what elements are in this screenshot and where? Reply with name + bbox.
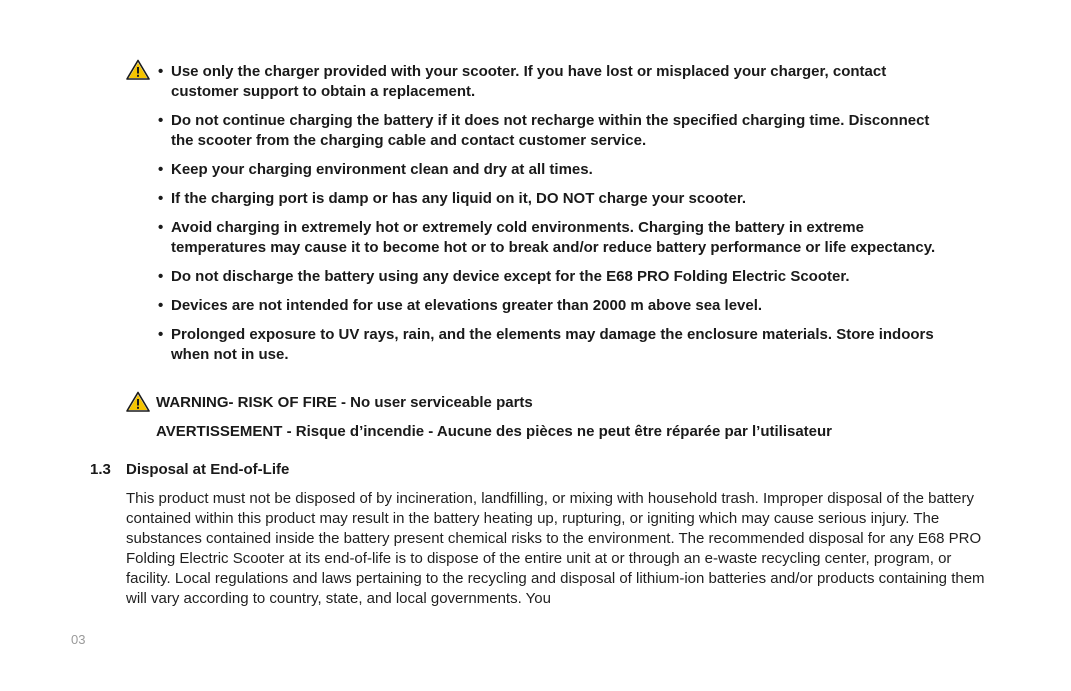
list-item: • Avoid charging in extremely hot or extremely cold environments. Charging the battery in extreme temperatures may cause it to become hot or to break and/or reduce battery performance or life expectancy.	[158, 218, 948, 258]
page-number: 03	[71, 632, 86, 647]
warning-triangle-icon	[126, 59, 150, 80]
section-number: 1.3	[90, 461, 111, 478]
fire-warning-english: WARNING- RISK OF FIRE - No user serviceable parts	[156, 394, 533, 411]
list-item: • Prolonged exposure to UV rays, rain, and the elements may damage the enclosure materials. Store indoors when not in use.	[158, 325, 948, 365]
list-item: • If the charging port is damp or has any liquid on it, DO NOT charge your scooter.	[158, 189, 948, 209]
list-item: • Keep your charging environment clean and dry at all times.	[158, 160, 948, 180]
list-item: • Do not discharge the battery using any device except for the E68 PRO Folding Electric Scooter.	[158, 267, 948, 287]
charging-safety-list	[158, 62, 948, 374]
list-item: • Do not continue charging the battery if it does not recharge within the specified charging time. Disconnect the scooter from the charging cable and contact customer service.	[158, 111, 948, 151]
list-item: • Use only the charger provided with your scooter. If you have lost or misplaced your charger, contact customer support to obtain a replacement.	[158, 62, 948, 102]
section-title: Disposal at End-of-Life	[126, 461, 290, 478]
fire-warning-triangle-icon	[126, 391, 150, 412]
disposal-paragraph: This product must not be disposed of by incineration, landfilling, or mixing with household trash. Improper disposal of the battery contained within this product may result in the battery heating up, rupturing, or igniting which may cause serious injury. The substances contained inside the battery present chemical risks to the environment. The recommended disposal for any E68 PRO Folding Electric Scooter at its end-of-life is to dispose of the entire unit at or through an e-waste recycling center, program, or facility. Local regulations and laws pertaining to the recycling and disposal of lithium-ion batteries and/or products containing them will vary according to country, state, and local governments. You	[126, 490, 985, 607]
list-item: • Devices are not intended for use at elevations greater than 2000 m above sea level.	[158, 296, 948, 316]
fire-warning-french: AVERTISSEMENT - Risque d’incendie - Aucune des pièces ne peut être réparée par l’utilisateur	[156, 423, 833, 440]
